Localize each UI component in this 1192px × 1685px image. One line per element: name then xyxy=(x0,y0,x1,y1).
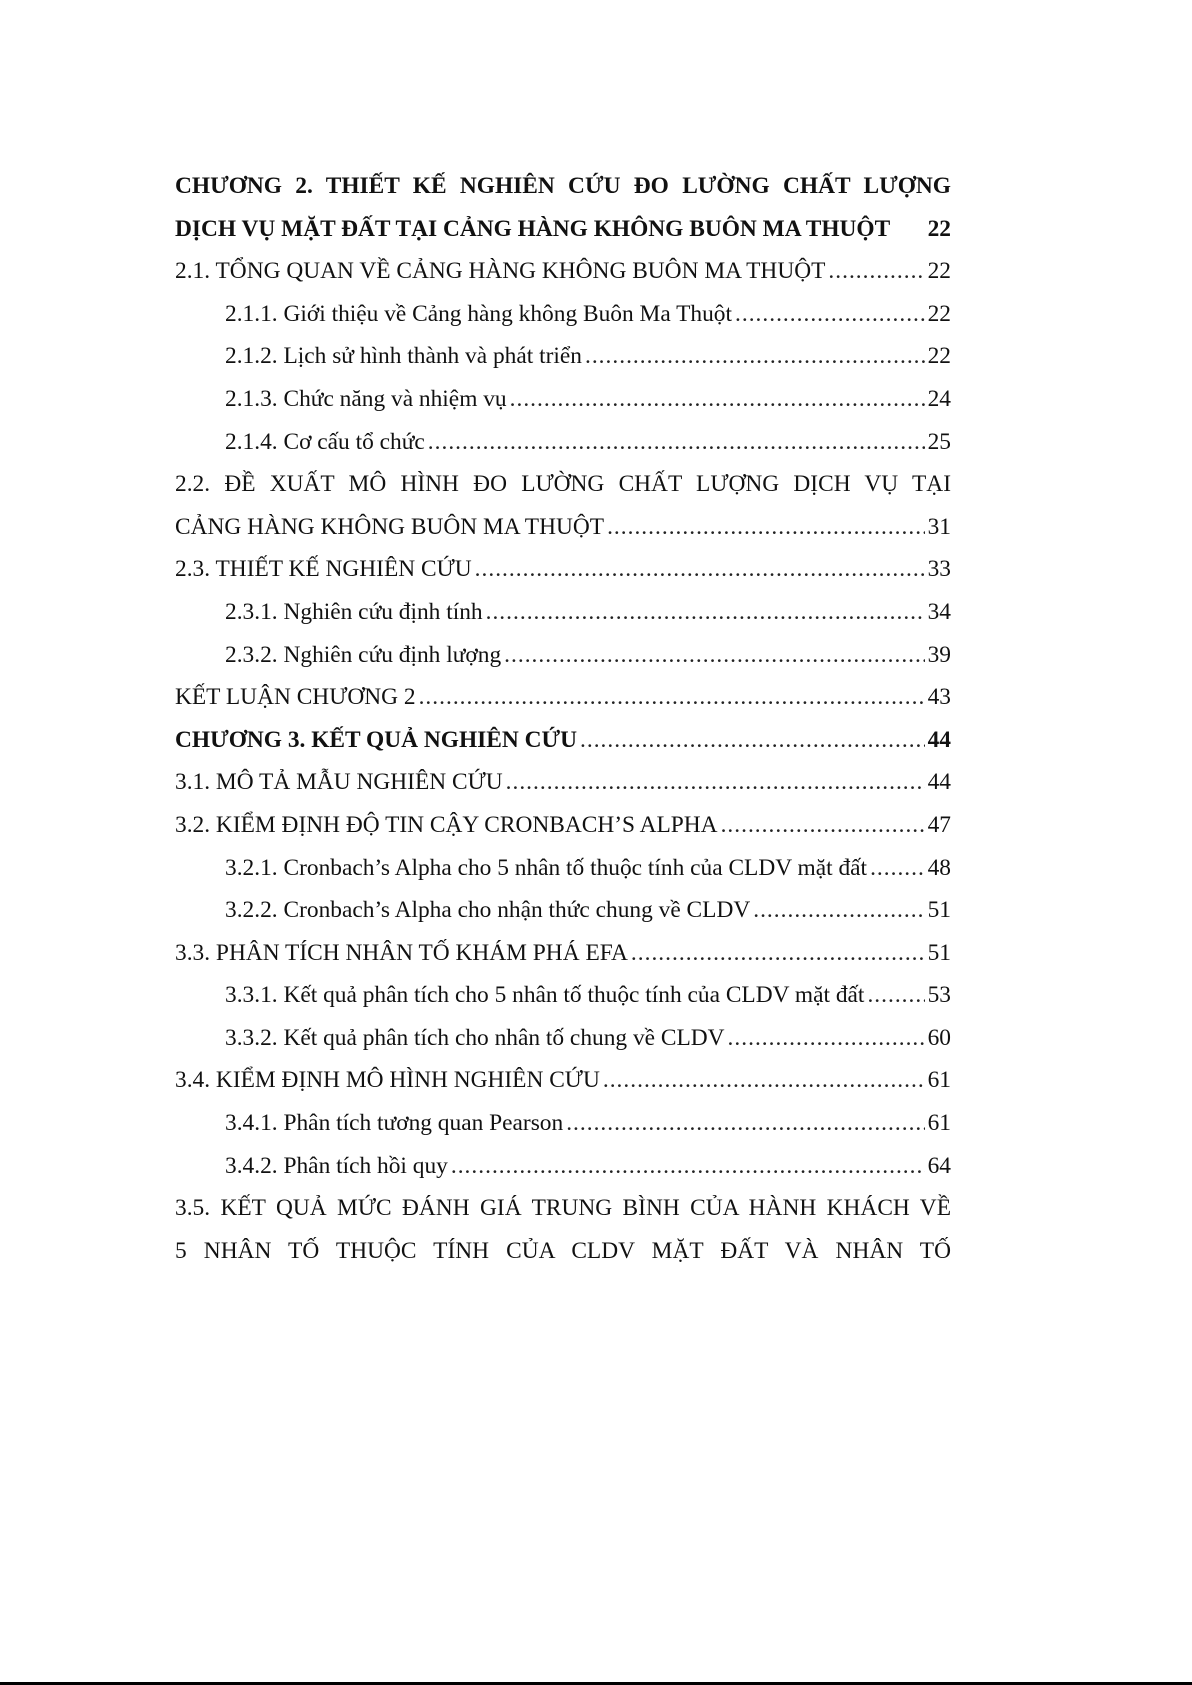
toc-page-number: 25 xyxy=(927,428,951,455)
toc-dot-leader xyxy=(870,847,925,890)
toc-page-number: 34 xyxy=(927,598,951,625)
table-of-contents xyxy=(175,165,951,1272)
toc-entry-title: 2.1.1. Giới thiệu về Cảng hàng không Buôn Ma Thuột xyxy=(225,300,732,327)
toc-entry xyxy=(175,676,951,719)
toc-dot-leader xyxy=(867,974,924,1017)
toc-page-number: 48 xyxy=(927,854,951,881)
toc-page-number: 53 xyxy=(927,982,951,1009)
toc-entry-text: 3.5. KẾT QUẢ MỨC ĐÁNH GIÁ TRUNG BÌNH CỦA HÀNH KHÁCH VỀ xyxy=(175,1195,951,1222)
toc-page-number: 31 xyxy=(927,513,951,540)
toc-page-number: 51 xyxy=(927,897,951,924)
toc-page-number: 24 xyxy=(927,385,951,412)
toc-entry-title: 2.1.3. Chức năng và nhiệm vụ xyxy=(225,385,507,412)
toc-entry-title: 3.4. KIỂM ĐỊNH MÔ HÌNH NGHIÊN CỨU xyxy=(175,1067,600,1094)
toc-dot-leader xyxy=(603,1059,925,1102)
toc-page-number: 33 xyxy=(927,556,951,583)
toc-entry-title: 2.3.1. Nghiên cứu định tính xyxy=(225,598,483,625)
toc-dot-leader xyxy=(451,1145,925,1188)
toc-entry-title: DỊCH VỤ MẶT ĐẤT TẠI CẢNG HÀNG KHÔNG BUÔN MA THUỘT xyxy=(175,215,891,242)
toc-dot-leader xyxy=(428,421,925,464)
toc-page-number: 64 xyxy=(927,1152,951,1179)
toc-entry-title: KẾT LUẬN CHƯƠNG 2 xyxy=(175,684,416,711)
toc-entry xyxy=(175,1017,951,1060)
toc-entry-title: 3.4.1. Phân tích tương quan Pearson xyxy=(225,1110,564,1137)
toc-entry-title: 3.2.1. Cronbach’s Alpha cho 5 nhân tố thuộc tính của CLDV mặt đất xyxy=(225,854,868,881)
toc-entry-title: 2.3. THIẾT KẾ NGHIÊN CỨU xyxy=(175,556,472,583)
toc-dot-leader xyxy=(506,761,925,804)
toc-entry-title: 2.1. TỔNG QUAN VỀ CẢNG HÀNG KHÔNG BUÔN MA THUỘT xyxy=(175,258,826,285)
toc-entry-title: 2.1.4. Cơ cấu tổ chức xyxy=(225,428,425,455)
toc-dot-leader xyxy=(735,293,925,336)
toc-page-number: 22 xyxy=(927,215,951,242)
toc-entry-title: 3.4.2. Phân tích hồi quy xyxy=(225,1152,448,1179)
toc-entry xyxy=(175,1145,951,1188)
toc-page-number: 22 xyxy=(927,258,951,285)
toc-entry-title: CẢNG HÀNG KHÔNG BUÔN MA THUỘT xyxy=(175,513,605,540)
toc-dot-leader xyxy=(728,1017,925,1060)
toc-entry-title: 2.1.2. Lịch sử hình thành và phát triển xyxy=(225,343,582,370)
toc-dot-leader xyxy=(580,719,925,762)
toc-dot-leader xyxy=(486,591,925,634)
toc-dot-leader xyxy=(419,676,925,719)
toc-entry-title: 3.3. PHÂN TÍCH NHÂN TỐ KHÁM PHÁ EFA xyxy=(175,939,628,966)
toc-entry xyxy=(175,293,951,336)
toc-entry xyxy=(175,889,951,932)
toc-entry-title: 3.1. MÔ TẢ MẪU NGHIÊN CỨU xyxy=(175,769,503,796)
toc-entry xyxy=(175,804,951,847)
toc-entry xyxy=(175,250,951,293)
toc-entry-text: 5 NHÂN TỐ THUỘC TÍNH CỦA CLDV MẶT ĐẤT VÀ NHÂN TỐ xyxy=(175,1237,951,1264)
toc-entry xyxy=(175,974,951,1017)
toc-dot-leader xyxy=(753,889,924,932)
toc-entry-title: 3.3.1. Kết quả phân tích cho 5 nhân tố thuộc tính của CLDV mặt đất xyxy=(225,982,865,1009)
toc-entry xyxy=(175,932,951,975)
toc-entry xyxy=(175,378,951,421)
toc-entry xyxy=(175,761,951,804)
toc-dot-leader xyxy=(510,378,925,421)
toc-page-number: 61 xyxy=(927,1110,951,1137)
toc-page-number: 22 xyxy=(927,300,951,327)
toc-page-number: 51 xyxy=(927,939,951,966)
toc-page-number: 44 xyxy=(927,769,951,796)
toc-entry xyxy=(175,591,951,634)
toc-page-number: 22 xyxy=(927,343,951,370)
toc-entry-title: 2.3.2. Nghiên cứu định lượng xyxy=(225,641,502,668)
toc-page-number: 39 xyxy=(927,641,951,668)
toc-page-number: 44 xyxy=(927,726,951,753)
toc-entry xyxy=(175,548,951,591)
toc-dot-leader xyxy=(475,548,925,591)
toc-entry xyxy=(175,421,951,464)
toc-entry xyxy=(175,1059,951,1102)
toc-dot-leader xyxy=(504,634,924,677)
toc-entry xyxy=(175,335,951,378)
toc-dot-leader xyxy=(631,932,925,975)
toc-entry xyxy=(175,1102,951,1145)
toc-entry xyxy=(175,719,951,762)
toc-entry xyxy=(175,506,951,549)
toc-entry-title: 3.3.2. Kết quả phân tích cho nhân tố chung về CLDV xyxy=(225,1024,725,1051)
toc-entry-title: 3.2. KIỂM ĐỊNH ĐỘ TIN CẬY CRONBACH’S ALPHA xyxy=(175,811,718,838)
toc-dot-leader xyxy=(585,335,925,378)
toc-entry xyxy=(175,847,951,890)
toc-entry-text: 2.2. ĐỀ XUẤT MÔ HÌNH ĐO LƯỜNG CHẤT LƯỢNG DỊCH VỤ TẠI xyxy=(175,471,951,498)
toc-dot-leader xyxy=(607,506,925,549)
toc-entry-text: CHƯƠNG 2. THIẾT KẾ NGHIÊN CỨU ĐO LƯỜNG CHẤT LƯỢNG xyxy=(175,173,951,199)
toc-dot-leader xyxy=(721,804,925,847)
toc-dot-leader xyxy=(828,250,924,293)
toc-page-number: 60 xyxy=(927,1024,951,1051)
toc-entry-title: 3.2.2. Cronbach’s Alpha cho nhận thức chung về CLDV xyxy=(225,897,751,924)
toc-entry xyxy=(175,634,951,677)
toc-entry-title: CHƯƠNG 3. KẾT QUẢ NGHIÊN CỨU xyxy=(175,726,577,753)
toc-page-number: 61 xyxy=(927,1067,951,1094)
toc-page-number: 47 xyxy=(927,811,951,838)
toc-page-number: 43 xyxy=(927,684,951,711)
toc-entry xyxy=(175,208,951,251)
toc-dot-leader xyxy=(566,1102,924,1145)
